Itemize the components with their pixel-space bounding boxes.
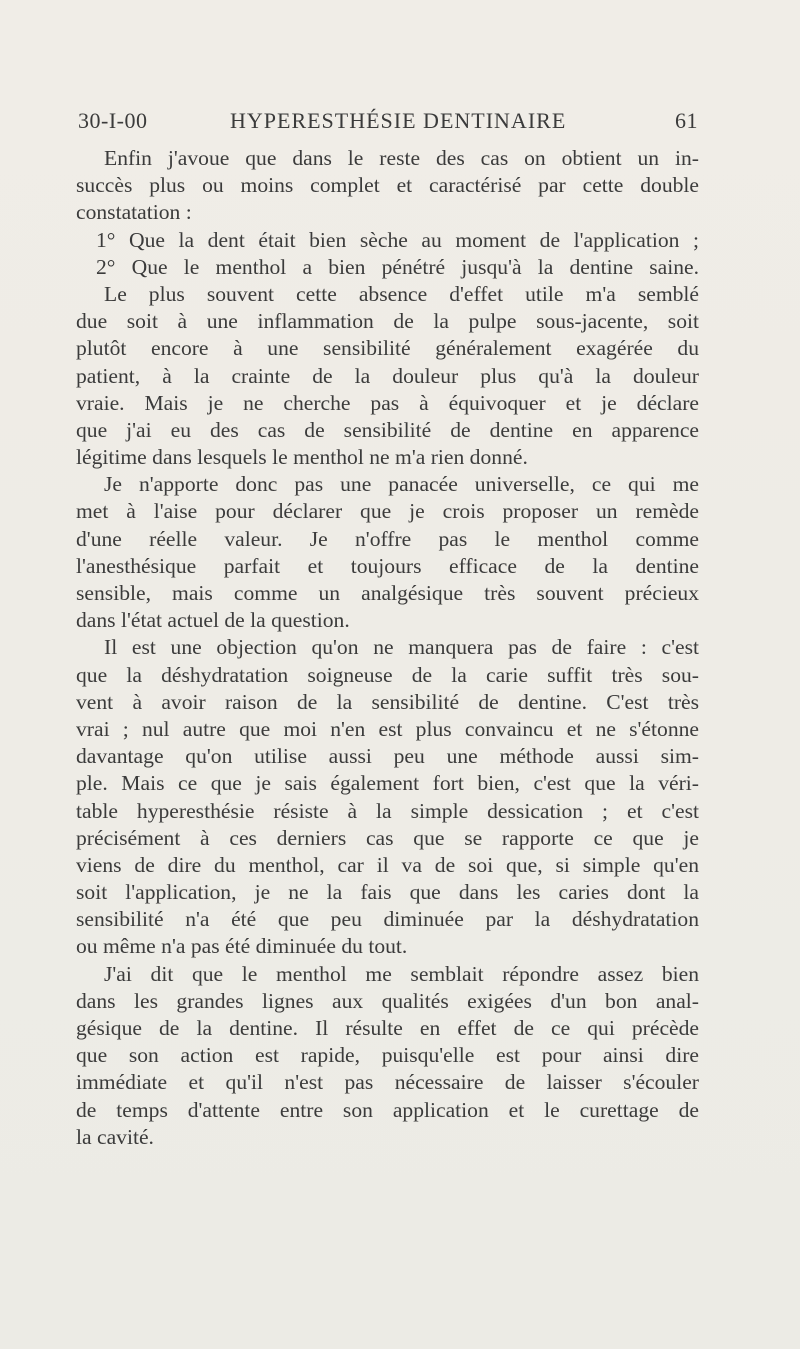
text-line: 1° Que la dent était bien sèche au moment de l'application ; (96, 227, 699, 252)
text-line: vent à avoir raison de la sensibilité de dentine. C'est très (76, 689, 699, 714)
text-line: viens de dire du menthol, car il va de soi que, si simple qu'en (76, 852, 699, 877)
header-title: HYPERESTHÉSIE DENTINAIRE (230, 108, 567, 133)
text-line: succès plus ou moins complet et caractérisé par cette double (76, 173, 699, 198)
text-line: l'anesthésique parfait et toujours efficace de la dentine (76, 553, 699, 578)
text-line: due soit à une inflammation de la pulpe sous-jacente, soit (76, 309, 699, 334)
text-line: J'ai dit que le menthol me semblait répondre assez bien (104, 961, 699, 986)
text-line: ou même n'a pas été diminuée du tout. (76, 934, 408, 959)
text-line: vraie. Mais je ne cherche pas à équivoquer et je déclare (76, 390, 699, 415)
text-line: Il est une objection qu'on ne manquera pas de faire : c'est (104, 635, 699, 660)
text-line: la cavité. (76, 1124, 154, 1149)
text-line: de temps d'attente entre son application et le curettage de (76, 1097, 699, 1122)
text-line: Je n'apporte donc pas une panacée universelle, ce qui me (104, 472, 699, 497)
text-line: davantage qu'on utilise aussi peu une méthode aussi sim- (76, 744, 699, 769)
page-number: 61 (675, 108, 698, 133)
text-line: vrai ; nul autre que moi n'en est plus convaincu et ne s'étonne (76, 716, 699, 741)
running-header (78, 108, 698, 138)
text-line: plutôt encore à une sensibilité généralement exagérée du (76, 336, 699, 361)
text-line: sensible, mais comme un analgésique très souvent précieux (76, 581, 699, 605)
text-line: que j'ai eu des cas de sensibilité de dentine en apparence (76, 417, 699, 442)
text-line: sensibilité n'a été que peu diminuée par la déshydratation (76, 907, 699, 932)
text-line: légitime dans lesquels le menthol ne m'a rien donné. (76, 445, 528, 470)
text-line: ple. Mais ce que je sais également fort bien, c'est que la véri- (76, 771, 699, 796)
text-line: Enfin j'avoue que dans le reste des cas on obtient un in- (104, 146, 699, 170)
text-line: met à l'aise pour déclarer que je crois proposer un remède (76, 499, 699, 524)
text-line: d'une réelle valeur. Je n'offre pas le menthol comme (76, 526, 699, 551)
text-line: précisément à ces derniers cas que se rapporte ce que je (76, 825, 699, 850)
text-line: dans les grandes lignes aux qualités exigées d'un bon anal- (76, 988, 699, 1013)
text-line: table hyperesthésie résiste à la simple dessication ; et c'est (76, 798, 699, 823)
text-line: soit l'application, je ne la fais que dans les caries dont la (76, 880, 699, 905)
text-line: dans l'état actuel de la question. (76, 608, 350, 633)
text-line: patient, à la crainte de la douleur plus qu'à la douleur (76, 363, 699, 388)
text-line: que son action est rapide, puisqu'elle est pour ainsi dire (76, 1043, 699, 1068)
text-line: immédiate et qu'il n'est pas nécessaire de laisser s'écouler (76, 1070, 699, 1095)
text-line: constatation : (76, 200, 192, 225)
text-line: Le plus souvent cette absence d'effet utile m'a semblé (104, 281, 699, 306)
text-line: que la déshydratation soigneuse de la carie suffit très sou- (76, 662, 699, 687)
header-date: 30-I-00 (78, 108, 148, 133)
text-line: gésique de la dentine. Il résulte en effet de ce qui précède (76, 1016, 699, 1040)
body-text (76, 145, 699, 1151)
text-line: 2° Que le menthol a bien pénétré jusqu'à la dentine saine. (96, 254, 699, 279)
